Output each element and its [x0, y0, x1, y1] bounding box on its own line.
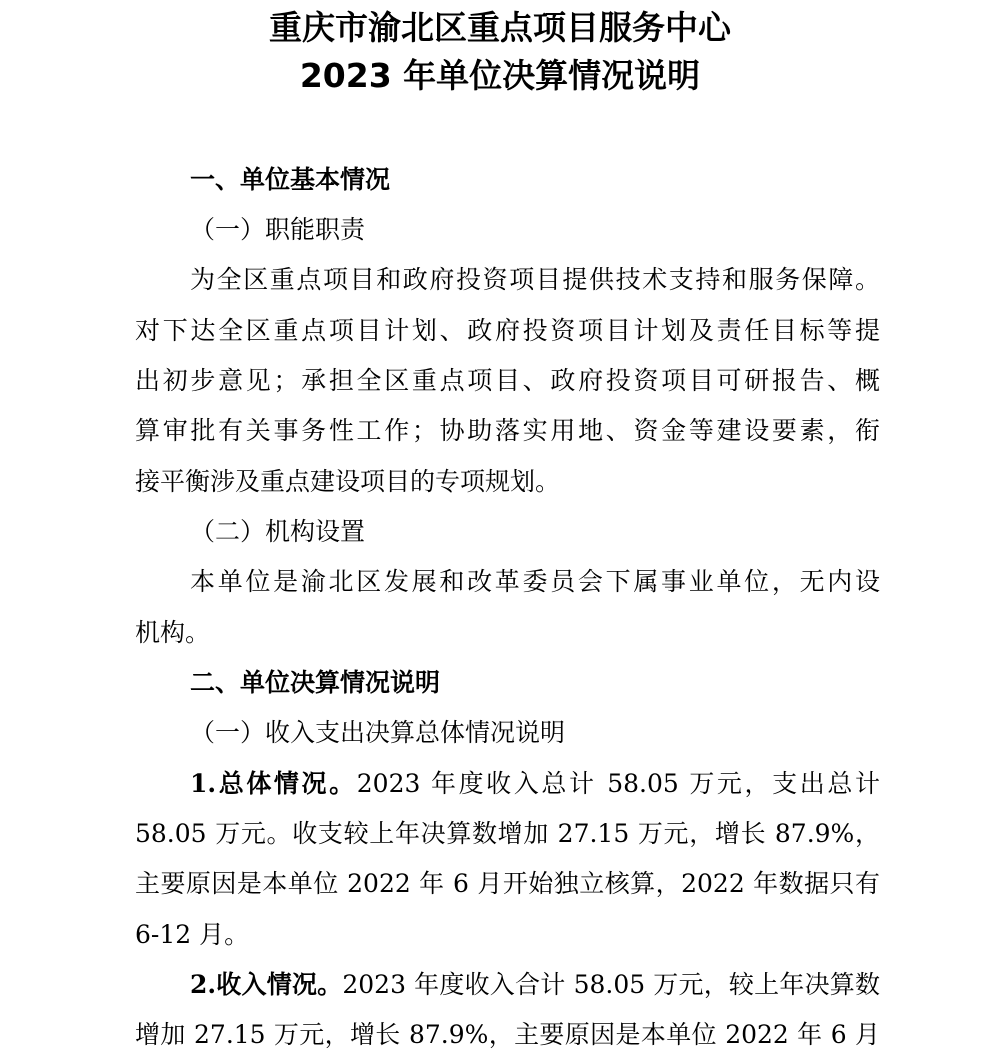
paragraph-line: 算审批有关事务性工作；协助落实用地、资金等建设要素，衔: [135, 416, 880, 445]
subsection-heading-functions: （一）职能职责: [190, 215, 366, 244]
paragraph-line: 出初步意见；承担全区重点项目、政府投资项目可研报告、概: [135, 366, 880, 395]
paragraph-line: 6-12 月。: [135, 920, 250, 949]
section-heading-final-accounts: 二、单位决算情况说明: [190, 668, 441, 697]
paragraph-line-item2: [190, 965, 880, 1005]
item1-text: 2023 年度收入总计 58.05 万元，支出总计: [356, 769, 880, 798]
paragraph-line: 对下达全区重点项目计划、政府投资项目计划及责任目标等提: [135, 316, 880, 345]
paragraph-line: 主要原因是本单位 2022 年 6 月开始独立核算，2022 年数据只有: [135, 869, 880, 898]
paragraph-line: 接平衡涉及重点建设项目的专项规划。: [135, 467, 561, 496]
document-subtitle: 2023 年单位决算情况说明: [299, 56, 701, 95]
paragraph-line: 增加 27.15 万元，增长 87.9%，主要原因是本单位 2022 年 6 月: [135, 1020, 880, 1049]
item2-label: 2.收入情况。: [190, 970, 343, 999]
subsection-heading-organization: （二）机构设置: [190, 517, 366, 546]
item1-label: 1.总体情况。: [190, 769, 357, 798]
section-heading-basic-info: 一、单位基本情况: [190, 165, 391, 194]
subsection-heading-income-expense: （一）收入支出决算总体情况说明: [190, 718, 566, 747]
paragraph-line: 58.05 万元。收支较上年决算数增加 27.15 万元，增长 87.9%，: [135, 819, 880, 848]
paragraph-line: 机构。: [135, 618, 211, 647]
item2-text: 2023 年度收入合计 58.05 万元，较上年决算数: [342, 970, 880, 999]
document-title: 重庆市渝北区重点项目服务中心: [269, 8, 731, 47]
paragraph-line: 本单位是渝北区发展和改革委员会下属事业单位，无内设: [190, 567, 880, 596]
paragraph-line-item1: [190, 764, 880, 804]
paragraph-line: 为全区重点项目和政府投资项目提供技术支持和服务保障。: [190, 265, 880, 294]
